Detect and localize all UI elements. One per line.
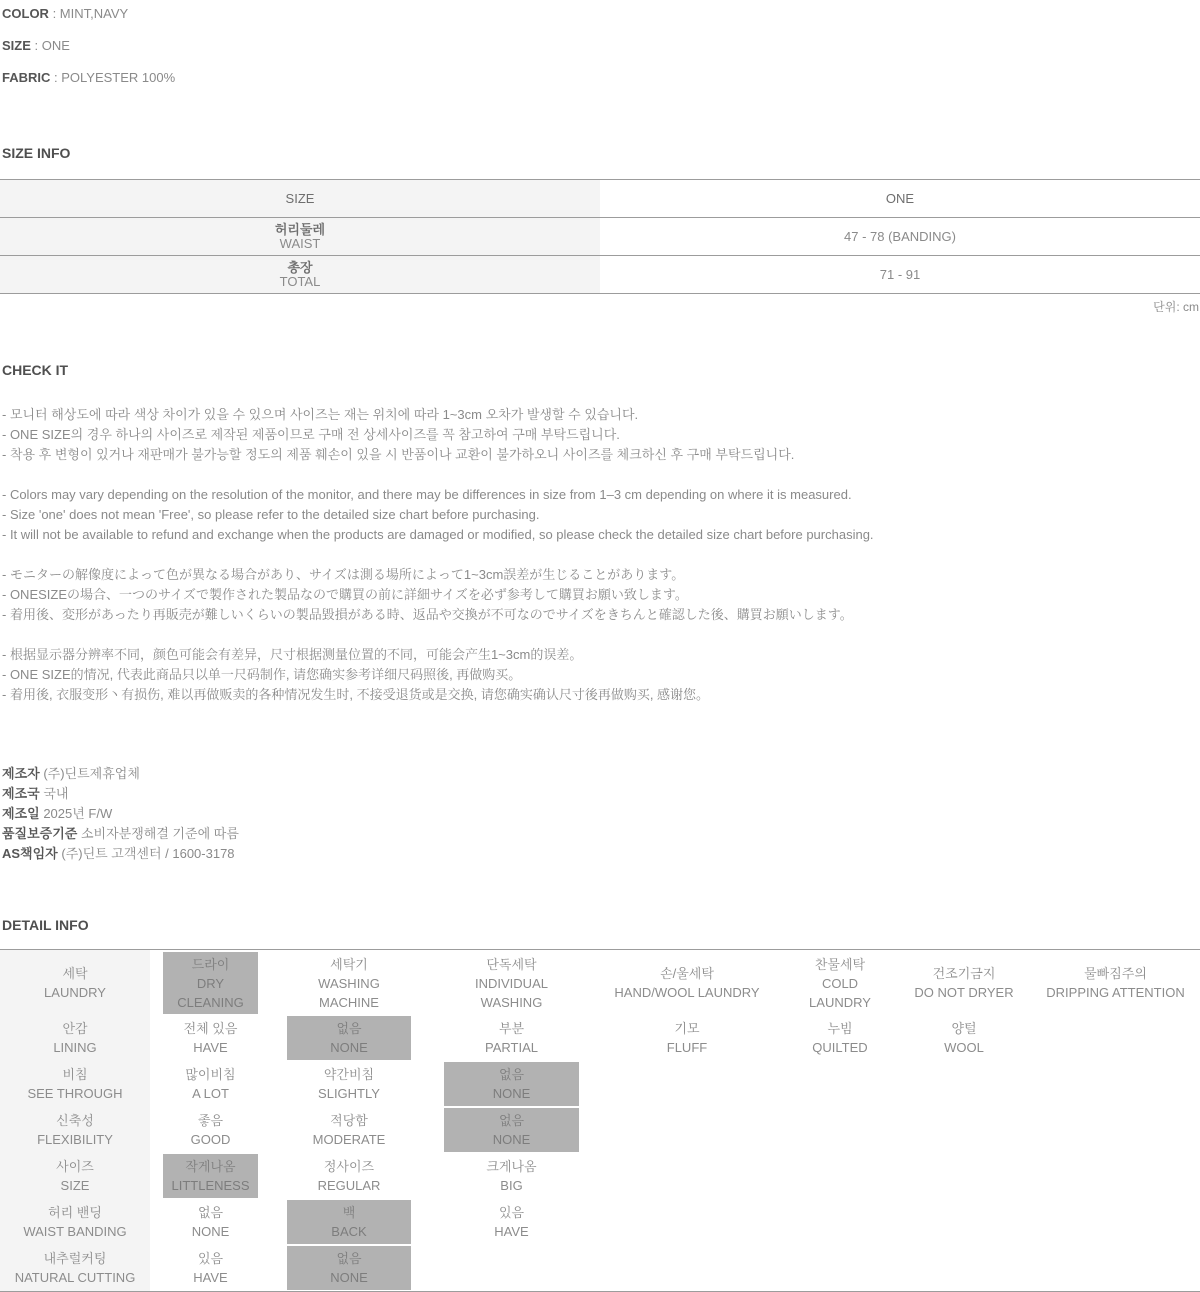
detail-cell-line: GOOD	[190, 1132, 231, 1147]
detail-cell-line: MODERATE	[312, 1132, 386, 1147]
detail-cell-line: 작게나옴	[185, 1159, 236, 1174]
attribute-separator: :	[30, 38, 42, 53]
check-it-line: - 根据显示器分辨率不同，颜色可能会有差异，尺寸根据测量位置的不同，可能会产生1~3cm的误差。	[2, 647, 583, 662]
check-it-paragraph	[2, 565, 1200, 625]
detail-cell-line: 건조기금지	[932, 966, 996, 981]
detail-cell	[611, 952, 763, 1014]
detail-cell	[163, 1246, 258, 1290]
manufacturer-row	[2, 784, 1200, 804]
unit-note: 단위: cm	[1153, 300, 1199, 314]
detail-cell-line: SLIGHTLY	[318, 1086, 380, 1101]
check-it-line: - 着用後、変形があったり再販売が難しいくらいの製品毀損がある時、返品や交換が不可なのでサイズをきちんと確認した後、購買お願いします。	[2, 607, 853, 622]
detail-cell-line: 크게나옴	[486, 1159, 537, 1174]
size-column-header: SIZE	[0, 180, 600, 218]
detail-cell-line: BIG	[500, 1178, 523, 1193]
size-info-heading: SIZE INFO	[2, 145, 71, 161]
detail-cell-line: DO NOT DRYER	[914, 985, 1014, 1000]
detail-row-label	[0, 1016, 150, 1060]
detail-cell	[287, 1108, 411, 1152]
detail-cell-line: NONE	[330, 1040, 368, 1055]
size-row-value: 71 - 91	[879, 267, 921, 282]
detail-cell-line: 물빠짐주의	[1084, 966, 1147, 981]
manufacturer-row	[2, 824, 1200, 844]
product-attribute	[2, 70, 1200, 85]
detail-cell-line: DRY	[196, 975, 225, 991]
detail-cell	[163, 1200, 258, 1244]
check-it-paragraph	[2, 485, 1200, 545]
manufacturer-info	[2, 764, 1200, 864]
manufacturer-label: 제조일	[2, 806, 40, 821]
detail-cell	[911, 1016, 1017, 1060]
detail-cell-line: WAIST BANDING	[23, 1224, 127, 1239]
detail-cell-selected	[163, 952, 258, 1014]
attribute-value: ONE	[41, 38, 70, 53]
detail-cell-line: 부분	[498, 1021, 525, 1036]
manufacturer-label: 제조국	[2, 786, 40, 801]
size-row-label-en: WAIST	[279, 235, 321, 251]
detail-row-label	[0, 1200, 150, 1244]
detail-cell-line: 있음	[498, 1205, 525, 1220]
detail-cell-line: WOOL	[944, 1040, 984, 1055]
detail-cell-line: 양털	[951, 1021, 977, 1036]
check-it-line: - ONESIZEの場合、一つのサイズで製作された製品なので購買の前に詳細サイズを必ず参考して購買お願い致します。	[2, 587, 688, 602]
detail-cell-selected	[444, 1062, 579, 1106]
manufacturer-row	[2, 844, 1200, 864]
detail-cell-line: 없음	[336, 1021, 362, 1036]
check-it-paragraph	[2, 645, 1200, 705]
detail-cell-line: 있음	[197, 1251, 224, 1266]
detail-cell	[163, 1062, 258, 1106]
detail-cell-line: FLUFF	[666, 1040, 708, 1055]
detail-cell	[287, 1062, 411, 1106]
check-it-line: - It will not be available to refund and exchange when the products are damaged or modified, so please check the detailed size chart before purchasing.	[2, 527, 874, 542]
detail-cell-line: 허리 밴딩	[48, 1205, 102, 1220]
detail-cell-line: 적당함	[330, 1113, 368, 1128]
detail-cell-line: 좋음	[197, 1113, 224, 1128]
detail-cell-line: NONE	[191, 1224, 230, 1239]
manufacturer-value: 소비자분쟁해결 기준에 따름	[80, 826, 239, 841]
check-it-paragraph	[2, 405, 1200, 465]
detail-cell-line: INDIVIDUAL WASHING	[475, 975, 548, 1010]
check-it-line: - 모니터 해상도에 따라 색상 차이가 있을 수 있으며 사이즈는 재는 위치에 따라 1~3cm 오차가 발생할 수 있습니다.	[2, 407, 639, 422]
detail-cell-line: 드라이	[191, 956, 230, 972]
manufacturer-value: (주)딘트 고객센터 / 1600-3178	[61, 846, 235, 861]
detail-cell-line: 없음	[336, 1251, 362, 1266]
detail-cell-line: CLEANING	[177, 994, 244, 1010]
detail-cell-selected	[287, 1200, 411, 1244]
detail-cell-line: 안감	[62, 1021, 88, 1036]
attribute-label: SIZE	[2, 38, 31, 53]
attribute-separator: :	[50, 70, 62, 85]
detail-cell-line: HAVE	[193, 1270, 228, 1285]
check-it-line: - ONE SIZE의 경우 하나의 사이즈로 제작된 제품이므로 구매 전 상세사이즈를 꼭 참고하여 구매 부탁드립니다.	[2, 427, 620, 442]
detail-cell-line: FLEXIBILITY	[37, 1132, 113, 1147]
detail-info-table	[0, 949, 1200, 1292]
detail-cell-line: REGULAR	[317, 1178, 381, 1193]
manufacturer-row	[2, 804, 1200, 824]
detail-cell-line: HAVE	[193, 1040, 228, 1055]
attribute-value: MINT,NAVY	[59, 6, 129, 21]
detail-cell-line: NONE	[330, 1270, 368, 1285]
manufacturer-value: 국내	[43, 786, 69, 801]
detail-cell-line: 누빔	[827, 1021, 853, 1036]
detail-cell-line: 없음	[498, 1067, 525, 1082]
manufacturer-value: 2025년 F/W	[43, 806, 113, 821]
detail-cell-line: 단독세탁	[486, 956, 537, 972]
size-table-row	[0, 218, 1200, 256]
detail-cell	[444, 1016, 579, 1060]
product-attribute	[2, 6, 1200, 21]
detail-cell-selected	[287, 1246, 411, 1290]
detail-row-label	[0, 1246, 150, 1290]
detail-cell-selected	[287, 1016, 411, 1060]
detail-cell-line: HAND/WOOL LAUNDRY	[614, 985, 760, 1000]
detail-cell-line: BACK	[331, 1224, 367, 1239]
attribute-label: COLOR	[2, 6, 49, 21]
size-column-value: ONE	[885, 191, 915, 206]
detail-cell-line: 많이비침	[185, 1067, 236, 1082]
check-it-line: - Colors may vary depending on the resolution of the monitor, and there may be differences in size from 1–3 cm depending on where it is measured.	[2, 487, 852, 502]
detail-row-label	[0, 952, 150, 1014]
detail-cell	[444, 1154, 579, 1198]
detail-cell-line: PARTIAL	[485, 1040, 538, 1055]
check-it-line: - ONE SIZE的情况, 代表此商品只以单一尺码制作, 请您确实参考详细尺码照後, 再做购买。	[2, 667, 522, 682]
detail-cell-line: 내추럴커팅	[43, 1251, 107, 1266]
detail-cell-line: 찬물세탁	[814, 956, 866, 972]
detail-row-label	[0, 1154, 150, 1198]
check-it-line: - 착용 후 변형이 있거나 재판매가 불가능할 정도의 제품 훼손이 있을 시 반품이나 교환이 불가하오니 사이즈를 체크하신 후 구매 부탁드립니다.	[2, 447, 795, 462]
detail-cell-line: SIZE	[60, 1178, 90, 1193]
check-it-heading: CHECK IT	[2, 362, 69, 378]
detail-cell	[163, 1108, 258, 1152]
detail-cell-line: 전체 있음	[183, 1021, 238, 1036]
detail-cell-line: DRIPPING ATTENTION	[1046, 985, 1185, 1000]
detail-cell-selected	[163, 1154, 258, 1198]
attribute-separator: :	[48, 6, 60, 21]
manufacturer-row	[2, 764, 1200, 784]
detail-cell-line: QUILTED	[812, 1040, 868, 1055]
check-it-line: - Size 'one' does not mean 'Free', so please refer to the detailed size chart before purchasing.	[2, 507, 540, 522]
detail-row-label	[0, 1108, 150, 1152]
detail-cell	[163, 1016, 258, 1060]
detail-cell-line: WASHING MACHINE	[318, 975, 380, 1010]
check-it-line: - 着用後, 衣服变形丶有损伤, 难以再做贩卖的各种情况发生时, 不接受退货或是交换, 请您确实确认尺寸後再做购买, 感谢您。	[2, 687, 710, 702]
detail-cell-line: 약간비침	[323, 1067, 375, 1082]
check-it-notes	[0, 405, 1200, 705]
manufacturer-label: 품질보증기준	[2, 826, 78, 841]
detail-cell-line: 세탁기	[330, 956, 368, 972]
detail-cell-line: A LOT	[192, 1086, 229, 1101]
detail-cell-selected	[444, 1108, 579, 1152]
size-row-label-ko: 허리둘레	[274, 221, 326, 237]
size-table-header-row	[0, 180, 1200, 218]
detail-row-label	[0, 1062, 150, 1106]
detail-cell-line: 없음	[498, 1113, 525, 1128]
size-row-label-en: TOTAL	[279, 273, 321, 289]
size-row-label-ko: 총장	[287, 259, 313, 275]
detail-cell-line: LINING	[53, 1040, 97, 1055]
size-row-label	[0, 256, 600, 294]
detail-cell-line: SEE THROUGH	[27, 1086, 123, 1101]
detail-cell-line: LITTLENESS	[171, 1178, 250, 1193]
product-attribute	[2, 38, 1200, 53]
manufacturer-label: 제조자	[2, 766, 40, 781]
detail-cell-line: HAVE	[494, 1224, 529, 1239]
detail-cell	[287, 1154, 411, 1198]
detail-cell-line: 없음	[197, 1205, 224, 1220]
size-row-value: 47 - 78 (BANDING)	[844, 229, 956, 244]
check-it-line: - モニターの解像度によって色が異なる場合があり、サイズは測る場所によって1~3cm誤差が生じることがあります。	[2, 567, 685, 582]
size-row-label	[0, 218, 600, 256]
detail-cell	[791, 952, 889, 1014]
manufacturer-label: AS책임자	[2, 846, 58, 861]
detail-cell	[791, 1016, 889, 1060]
detail-cell-line: 신축성	[56, 1113, 94, 1128]
detail-info-heading: DETAIL INFO	[2, 917, 89, 933]
detail-cell-line: NATURAL CUTTING	[14, 1270, 136, 1285]
detail-cell-line: COLD LAUNDRY	[809, 975, 871, 1010]
detail-cell	[444, 1200, 579, 1244]
detail-cell-line: 정사이즈	[323, 1159, 375, 1174]
detail-cell	[911, 952, 1017, 1014]
attribute-value: POLYESTER 100%	[61, 70, 176, 85]
detail-cell	[444, 952, 579, 1014]
detail-cell-line: LAUNDRY	[44, 985, 106, 1000]
detail-cell-line: 비침	[62, 1067, 88, 1082]
detail-cell-line: NONE	[492, 1132, 531, 1147]
attribute-label: FABRIC	[2, 70, 51, 85]
detail-cell-line: 세탁	[62, 966, 88, 981]
size-table-row	[0, 256, 1200, 294]
size-info-table	[0, 179, 1200, 294]
detail-cell-line: 사이즈	[56, 1159, 94, 1174]
detail-cell	[611, 1016, 763, 1060]
detail-cell-line: 기모	[674, 1021, 700, 1036]
detail-cell-line: NONE	[492, 1086, 531, 1101]
detail-cell	[1031, 952, 1200, 1014]
product-info	[0, 6, 1200, 85]
detail-cell-line: 백	[342, 1205, 356, 1220]
detail-cell	[287, 952, 411, 1014]
manufacturer-value: (주)딘트제휴업체	[43, 766, 140, 781]
detail-cell-line: 손/울세탁	[660, 966, 714, 981]
